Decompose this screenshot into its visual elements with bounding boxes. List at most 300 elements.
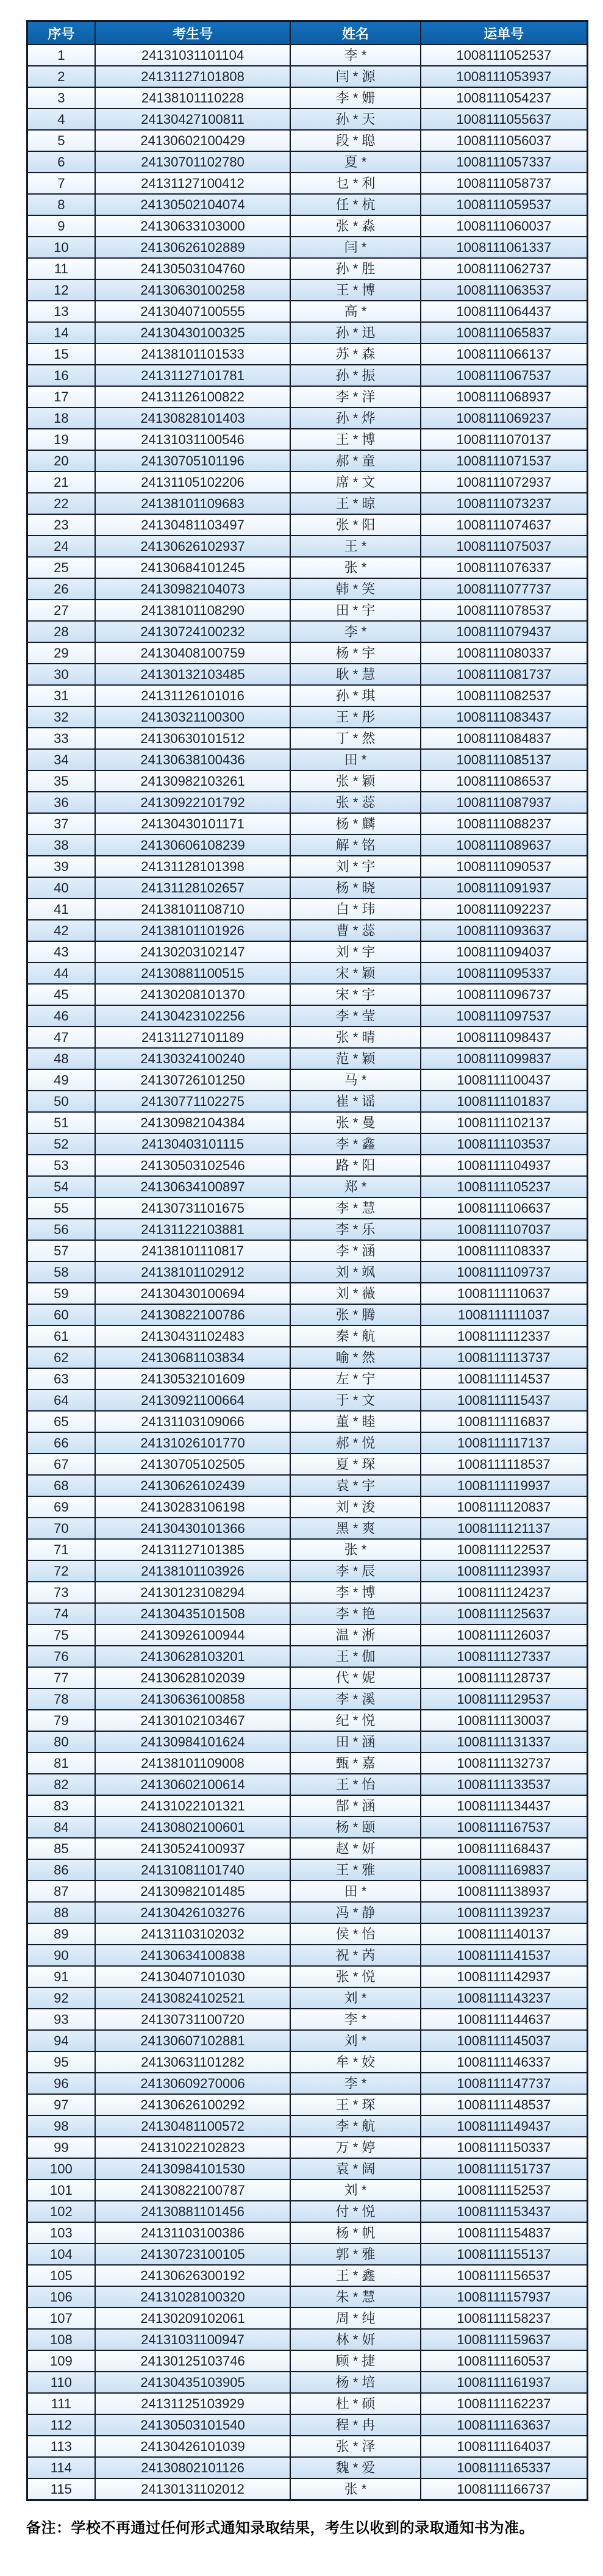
table-row [27,215,588,237]
table-row [27,66,588,87]
table-row [27,1432,588,1454]
table-row [27,1304,588,1326]
cell-name: 郜 * 涵 [290,1795,420,1817]
cell-name: 温 * 淅 [290,1624,420,1646]
table-row [27,1411,588,1432]
cell-name: 王 * [290,536,420,557]
table-row [27,2137,588,2158]
cell-name: 秦 * 航 [290,1326,420,1347]
cell-index: 28 [27,621,95,642]
table-row [27,365,588,386]
cell-candidate-number: 24130636100858 [95,1688,291,1710]
cell-name: 田 * [290,749,420,770]
cell-index: 86 [27,1859,95,1881]
cell-candidate-number: 24130921100664 [95,1390,291,1411]
cell-index: 104 [27,2244,95,2265]
cell-tracking-number: 1008111124237 [421,1582,588,1603]
cell-name: 郭 * 雅 [290,2244,420,2265]
cell-tracking-number: 1008111076337 [421,557,588,578]
cell-index: 18 [27,407,95,429]
cell-tracking-number: 1008111097537 [421,1005,588,1027]
cell-tracking-number: 1008111064437 [421,301,588,322]
cell-candidate-number: 24130724100232 [95,621,291,642]
cell-tracking-number: 1008111126037 [421,1624,588,1646]
table-row [27,322,588,343]
cell-tracking-number: 1008111052537 [421,45,588,66]
cell-candidate-number: 24138101108290 [95,600,291,621]
table-row [27,2180,588,2201]
cell-candidate-number: 24130982103261 [95,770,291,792]
table-row [27,258,588,279]
cell-candidate-number: 24130723100105 [95,2244,291,2265]
cell-index: 67 [27,1454,95,1475]
cell-candidate-number: 24130283106198 [95,1496,291,1518]
cell-tracking-number: 1008111058737 [421,173,588,194]
cell-tracking-number: 1008111130037 [421,1710,588,1731]
cell-candidate-number: 24138101109683 [95,493,291,514]
cell-tracking-number: 1008111109737 [421,1261,588,1283]
cell-index: 74 [27,1603,95,1624]
cell-candidate-number: 24130408100759 [95,642,291,664]
table-row [27,87,588,109]
cell-index: 38 [27,834,95,856]
table-row [27,1859,588,1881]
cell-candidate-number: 24130701102780 [95,151,291,173]
cell-index: 1 [27,45,95,66]
cell-candidate-number: 24130532101609 [95,1368,291,1390]
header-row [27,21,588,45]
table-row [27,642,588,664]
cell-name: 张 * 阳 [290,514,420,536]
cell-tracking-number: 1008111100437 [421,1069,588,1091]
cell-candidate-number: 24138101103926 [95,1560,291,1582]
cell-name: 甄 * 嘉 [290,1753,420,1774]
table-row [27,1603,588,1624]
table-row [27,1197,588,1219]
cell-candidate-number: 24130606108239 [95,834,291,856]
cell-tracking-number: 1008111114537 [421,1368,588,1390]
cell-candidate-number: 24130524100937 [95,1838,291,1859]
cell-name: 程 * 冉 [290,2414,420,2436]
cell-name: 牟 * 姣 [290,2051,420,2073]
table-row [27,2350,588,2372]
cell-candidate-number: 24130731100720 [95,2009,291,2030]
cell-tracking-number: 1008111089637 [421,834,588,856]
table-row [27,1667,588,1688]
cell-name: 王 * 晾 [290,493,420,514]
cell-index: 42 [27,920,95,941]
table-row [27,2436,588,2457]
cell-name: 林 * 妍 [290,2329,420,2350]
table-row [27,173,588,194]
cell-candidate-number: 24130430101171 [95,813,291,834]
cell-candidate-number: 24130131102012 [95,2478,291,2500]
table-row [27,1347,588,1368]
cell-index: 93 [27,2009,95,2030]
table-row [27,2222,588,2244]
cell-index: 54 [27,1176,95,1197]
cell-tracking-number: 1008111112337 [421,1326,588,1347]
cell-name: 刘 * 薇 [290,1283,420,1304]
cell-candidate-number: 24130609270006 [95,2073,291,2094]
cell-candidate-number: 24131103102032 [95,1923,291,1945]
cell-index: 72 [27,1560,95,1582]
cell-name: 赵 * 妍 [290,1838,420,1859]
cell-name: 孙 * 振 [290,365,420,386]
table-row [27,343,588,365]
cell-candidate-number: 24131022101321 [95,1795,291,1817]
cell-name: 田 * 宇 [290,600,420,621]
cell-index: 44 [27,963,95,984]
cell-candidate-number: 24130423102256 [95,1005,291,1027]
table-row [27,2201,588,2222]
cell-name: 张 * 蕊 [290,792,420,813]
cell-index: 97 [27,2094,95,2115]
cell-tracking-number: 1008111119937 [421,1475,588,1496]
table-row [27,45,588,66]
cell-candidate-number: 24130634100838 [95,1945,291,1966]
cell-candidate-number: 24130984101624 [95,1731,291,1753]
cell-candidate-number: 24130631101282 [95,2051,291,2073]
cell-index: 23 [27,514,95,536]
cell-name: 夏 * [290,151,420,173]
table-row [27,2308,588,2329]
table-row [27,450,588,472]
cell-name: 李 * 姗 [290,87,420,109]
cell-name: 刘 * [290,2030,420,2051]
cell-index: 60 [27,1304,95,1326]
cell-candidate-number: 24130982104073 [95,578,291,600]
table-row [27,2393,588,2414]
cell-candidate-number: 24130102103467 [95,1710,291,1731]
cell-name: 董 * 睦 [290,1411,420,1432]
table-row [27,1710,588,1731]
cell-candidate-number: 24131022102823 [95,2137,291,2158]
cell-name: 曹 * 蕊 [290,920,420,941]
cell-candidate-number: 24138101102912 [95,1261,291,1283]
column-header-tracking-number: 运单号 [421,21,588,45]
table-row [27,728,588,749]
table-row [27,2286,588,2308]
cell-name: 张 * 颖 [290,770,420,792]
cell-index: 65 [27,1411,95,1432]
table-row [27,1731,588,1753]
cell-candidate-number: 24130481100572 [95,2115,291,2137]
cell-candidate-number: 24131026101770 [95,1432,291,1454]
cell-index: 63 [27,1368,95,1390]
cell-candidate-number: 24131127101189 [95,1027,291,1048]
cell-tracking-number: 1008111140137 [421,1923,588,1945]
cell-name: 张 * 悦 [290,1966,420,1987]
cell-tracking-number: 1008111111037 [421,1304,588,1326]
cell-name: 张 * 腾 [290,1304,420,1326]
cell-index: 87 [27,1881,95,1902]
table-row [27,407,588,429]
table-row [27,770,588,792]
table-row [27,600,588,621]
cell-index: 27 [27,600,95,621]
cell-index: 41 [27,899,95,920]
cell-tracking-number: 1008111106637 [421,1197,588,1219]
cell-tracking-number: 1008111141537 [421,1945,588,1966]
cell-index: 22 [27,493,95,514]
cell-index: 99 [27,2137,95,2158]
cell-tracking-number: 1008111122537 [421,1539,588,1560]
cell-index: 29 [27,642,95,664]
cell-name: 丁 * 然 [290,728,420,749]
table-row [27,1390,588,1411]
cell-tracking-number: 1008111128737 [421,1667,588,1688]
table-row [27,1368,588,1390]
table-row [27,1560,588,1582]
table-row [27,109,588,130]
cell-name: 耿 * 慧 [290,664,420,685]
cell-tracking-number: 1008111082537 [421,685,588,706]
cell-index: 94 [27,2030,95,2051]
cell-candidate-number: 24130602100614 [95,1774,291,1795]
cell-index: 77 [27,1667,95,1688]
cell-tracking-number: 1008111155137 [421,2244,588,2265]
cell-tracking-number: 1008111147737 [421,2073,588,2094]
cell-name: 左 * 宁 [290,1368,420,1390]
cell-candidate-number: 24130684101245 [95,557,291,578]
table-row [27,1326,588,1347]
cell-index: 108 [27,2329,95,2350]
cell-index: 76 [27,1646,95,1667]
cell-index: 33 [27,728,95,749]
cell-candidate-number: 24130982104384 [95,1112,291,1133]
cell-index: 19 [27,429,95,450]
cell-tracking-number: 1008111116837 [421,1411,588,1432]
cell-name: 苏 * 森 [290,343,420,365]
cell-index: 37 [27,813,95,834]
cell-candidate-number: 24130602100429 [95,130,291,151]
table-row [27,1753,588,1774]
cell-name: 田 * [290,1881,420,1902]
cell-name: 郑 * [290,1176,420,1197]
cell-name: 李 * 辰 [290,1560,420,1582]
cell-tracking-number: 1008111080337 [421,642,588,664]
cell-name: 李 * [290,2073,420,2094]
cell-name: 孙 * 烨 [290,407,420,429]
cell-index: 35 [27,770,95,792]
cell-index: 39 [27,856,95,877]
table-row [27,749,588,770]
cell-index: 55 [27,1197,95,1219]
table-row [27,1069,588,1091]
cell-index: 75 [27,1624,95,1646]
cell-name: 任 * 杭 [290,194,420,215]
cell-tracking-number: 1008111163637 [421,2414,588,2436]
cell-name: 路 * 阳 [290,1155,420,1176]
cell-name: 张 * 淼 [290,215,420,237]
table-row [27,1048,588,1069]
admission-tracking-table [26,20,588,2501]
cell-tracking-number: 1008111134437 [421,1795,588,1817]
cell-index: 47 [27,1027,95,1048]
cell-tracking-number: 1008111107037 [421,1219,588,1240]
cell-index: 11 [27,258,95,279]
cell-name: 杨 * 帆 [290,2222,420,2244]
cell-tracking-number: 1008111063537 [421,279,588,301]
cell-name: 王 * 彤 [290,706,420,728]
table-row [27,536,588,557]
table-row [27,1838,588,1859]
cell-candidate-number: 24130926100944 [95,1624,291,1646]
cell-candidate-number: 24130630100258 [95,279,291,301]
cell-index: 10 [27,237,95,258]
cell-candidate-number: 24130481103497 [95,514,291,536]
cell-name: 冯 * 静 [290,1902,420,1923]
cell-candidate-number: 24130802101126 [95,2457,291,2478]
table-body [27,45,588,2500]
cell-index: 66 [27,1432,95,1454]
cell-index: 115 [27,2478,95,2500]
cell-tracking-number: 1008111077737 [421,578,588,600]
cell-tracking-number: 1008111127337 [421,1646,588,1667]
cell-tracking-number: 1008111066137 [421,343,588,365]
cell-name: 马 * [290,1069,420,1091]
cell-name: 李 * [290,621,420,642]
cell-name: 韩 * 笑 [290,578,420,600]
cell-name: 张 * [290,2478,420,2500]
cell-index: 45 [27,984,95,1005]
table-row [27,194,588,215]
table-row [27,1881,588,1902]
cell-candidate-number: 24130324100240 [95,1048,291,1069]
cell-index: 43 [27,941,95,963]
cell-name: 顾 * 捷 [290,2350,420,2372]
cell-candidate-number: 24131126101016 [95,685,291,706]
cell-candidate-number: 24130731101675 [95,1197,291,1219]
cell-index: 48 [27,1048,95,1069]
table-row [27,1496,588,1518]
cell-candidate-number: 24130503101540 [95,2414,291,2436]
table-row [27,963,588,984]
table-row [27,2244,588,2265]
cell-candidate-number: 24130705102505 [95,1454,291,1475]
cell-name: 白 * 玮 [290,899,420,920]
cell-tracking-number: 1008111113737 [421,1347,588,1368]
cell-tracking-number: 1008111139237 [421,1902,588,1923]
cell-tracking-number: 1008111095337 [421,963,588,984]
table-row [27,1582,588,1603]
cell-name: 解 * 铭 [290,834,420,856]
cell-index: 112 [27,2414,95,2436]
table-row [27,834,588,856]
table-row [27,386,588,407]
table-row [27,237,588,258]
cell-name: 纪 * 悦 [290,1710,420,1731]
cell-tracking-number: 1008111091937 [421,877,588,899]
cell-tracking-number: 1008111165337 [421,2457,588,2478]
table-row [27,1688,588,1710]
cell-index: 2 [27,66,95,87]
cell-index: 81 [27,1753,95,1774]
cell-candidate-number: 24130881100515 [95,963,291,984]
cell-index: 51 [27,1112,95,1133]
cell-index: 49 [27,1069,95,1091]
cell-index: 24 [27,536,95,557]
cell-candidate-number: 24138101110817 [95,1240,291,1261]
cell-name: 范 * 颖 [290,1048,420,1069]
table-row [27,2051,588,2073]
cell-index: 6 [27,151,95,173]
table-row [27,2009,588,2030]
cell-candidate-number: 24130726101250 [95,1069,291,1091]
table-row [27,2030,588,2051]
cell-index: 107 [27,2308,95,2329]
column-header-candidate-number: 考生号 [95,21,291,45]
cell-candidate-number: 24138101109008 [95,1753,291,1774]
table-row [27,2329,588,2350]
cell-name: 田 * 涵 [290,1731,420,1753]
cell-candidate-number: 24130430100325 [95,322,291,343]
table-row [27,578,588,600]
cell-tracking-number: 1008111101837 [421,1091,588,1112]
cell-candidate-number: 24130426103276 [95,1902,291,1923]
cell-tracking-number: 1008111120837 [421,1496,588,1518]
cell-index: 95 [27,2051,95,2073]
cell-index: 113 [27,2436,95,2457]
cell-candidate-number: 24130626102889 [95,237,291,258]
cell-name: 李 * 航 [290,2115,420,2137]
cell-index: 84 [27,1817,95,1838]
cell-name: 刘 * 飒 [290,1261,420,1283]
cell-index: 8 [27,194,95,215]
table-row [27,1539,588,1560]
cell-candidate-number: 24130209102061 [95,2308,291,2329]
cell-name: 宋 * 宇 [290,984,420,1005]
table-row [27,1219,588,1240]
cell-candidate-number: 24130503104760 [95,258,291,279]
cell-index: 88 [27,1902,95,1923]
cell-tracking-number: 1008111083437 [421,706,588,728]
cell-tracking-number: 1008111154837 [421,2222,588,2244]
cell-name: 王 * 雅 [290,1859,420,1881]
cell-name: 李 * 慧 [290,1197,420,1219]
table-row [27,1005,588,1027]
cell-candidate-number: 24130426101039 [95,2436,291,2457]
cell-candidate-number: 24130125103746 [95,2350,291,2372]
cell-candidate-number: 24130626102439 [95,1475,291,1496]
cell-name: 袁 * 阔 [290,2158,420,2180]
cell-index: 109 [27,2350,95,2372]
cell-tracking-number: 1008111105237 [421,1176,588,1197]
cell-index: 58 [27,1261,95,1283]
column-header-index: 序号 [27,21,95,45]
cell-tracking-number: 1008111092237 [421,899,588,920]
cell-candidate-number: 24130626102937 [95,536,291,557]
cell-candidate-number: 24131127101385 [95,1539,291,1560]
table-row [27,1902,588,1923]
cell-candidate-number: 24138101108710 [95,899,291,920]
table-row [27,1475,588,1496]
table-row [27,151,588,173]
cell-name: 王 * 琛 [290,2094,420,2115]
cell-index: 80 [27,1731,95,1753]
cell-index: 106 [27,2286,95,2308]
cell-name: 喻 * 然 [290,1347,420,1368]
cell-tracking-number: 1008111102137 [421,1112,588,1133]
cell-tracking-number: 1008111167537 [421,1817,588,1838]
cell-index: 14 [27,322,95,343]
cell-candidate-number: 24131122103881 [95,1219,291,1240]
cell-tracking-number: 1008111057337 [421,151,588,173]
cell-name: 杨 * 宇 [290,642,420,664]
table-row [27,621,588,642]
cell-tracking-number: 1008111078537 [421,600,588,621]
